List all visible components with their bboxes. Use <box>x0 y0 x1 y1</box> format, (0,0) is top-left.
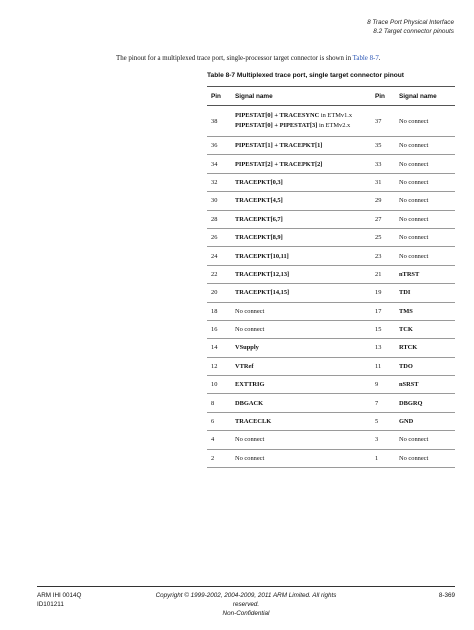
confidentiality: Non-Confidential <box>222 610 270 617</box>
signal-name: No connect <box>395 173 455 191</box>
signal-name: No connect <box>395 192 455 210</box>
pin-number: 22 <box>207 265 231 283</box>
signal-name: No connect <box>395 247 455 265</box>
pin-number: 26 <box>207 228 231 246</box>
pin-number: 19 <box>371 284 395 302</box>
pin-number: 14 <box>207 339 231 357</box>
table-row <box>207 302 455 320</box>
pin-number: 21 <box>371 265 395 283</box>
table-row <box>207 228 455 246</box>
pin-number: 23 <box>371 247 395 265</box>
signal-bold: PIPESTAT[0] + PIPESTAT[3] <box>235 122 318 129</box>
table-row <box>207 320 455 338</box>
pin-number: 25 <box>371 228 395 246</box>
copyright-text: Copyright © 1999-2002, 2004-2009, 2011 ARM Limited. All rights reserved. <box>155 592 337 608</box>
signal-name: TRACEPKT[4,5] <box>231 192 371 210</box>
pin-number: 8 <box>207 394 231 412</box>
table-reference-link[interactable]: Table 8-7 <box>352 55 379 62</box>
pin-number: 7 <box>371 394 395 412</box>
page-number: 8-369 <box>438 592 455 599</box>
signal-bold: PIPESTAT[0] + TRACESYNC <box>235 112 320 119</box>
doc-number: ARM IHI 0014Q <box>37 592 82 599</box>
signal-name: TCK <box>395 320 455 338</box>
signal-name: No connect <box>231 320 371 338</box>
table-row <box>207 394 455 412</box>
pinout-table <box>207 86 455 468</box>
signal-name: VTRef <box>231 357 371 375</box>
running-header <box>367 18 454 36</box>
pin-number: 2 <box>207 449 231 467</box>
signal-name: TRACEPKT[10,11] <box>231 247 371 265</box>
signal-line <box>235 111 371 121</box>
pin-number: 35 <box>371 137 395 155</box>
signal-name: No connect <box>395 137 455 155</box>
intro-text: The pinout for a multiplexed trace port, single-processor target connector is shown in <box>116 55 353 62</box>
table-row <box>207 192 455 210</box>
signal-name: DBGRQ <box>395 394 455 412</box>
signal-name: PIPESTAT[2] + TRACEPKT[2] <box>231 155 371 173</box>
signal-name: TRACEPKT[6,7] <box>231 210 371 228</box>
pin-number: 30 <box>207 192 231 210</box>
pin-number: 34 <box>207 155 231 173</box>
signal-name <box>231 106 371 137</box>
table-caption: Table 8-7 Multiplexed trace port, single target connector pinout <box>207 72 404 79</box>
table-row <box>207 412 455 430</box>
pin-number: 37 <box>371 106 395 137</box>
chapter-title: 8 Trace Port Physical Interface <box>367 19 454 26</box>
pin-number: 36 <box>207 137 231 155</box>
signal-name: TRACEPKT[14,15] <box>231 284 371 302</box>
table-row <box>207 173 455 191</box>
footer-copyright <box>142 591 350 618</box>
footer-rule <box>37 586 455 587</box>
signal-name: No connect <box>395 106 455 137</box>
doc-release-id: ID101211 <box>37 601 64 608</box>
table-row <box>207 210 455 228</box>
pin-number: 20 <box>207 284 231 302</box>
pin-number: 3 <box>371 431 395 449</box>
signal-name: TRACEPKT[12,13] <box>231 265 371 283</box>
table-row <box>207 284 455 302</box>
signal-name: TMS <box>395 302 455 320</box>
pin-number: 24 <box>207 247 231 265</box>
signal-name: GND <box>395 412 455 430</box>
signal-name: DBGACK <box>231 394 371 412</box>
pin-number: 18 <box>207 302 231 320</box>
pin-number: 4 <box>207 431 231 449</box>
table-row <box>207 247 455 265</box>
signal-name: VSupply <box>231 339 371 357</box>
header-pin: Pin <box>371 87 395 106</box>
table-row <box>207 137 455 155</box>
table-row <box>207 376 455 394</box>
pin-number: 10 <box>207 376 231 394</box>
signal-note: in ETMv2.x <box>317 122 351 129</box>
pin-number: 13 <box>371 339 395 357</box>
signal-name: RTCK <box>395 339 455 357</box>
signal-name: No connect <box>231 449 371 467</box>
signal-name: TRACEPKT[0,3] <box>231 173 371 191</box>
signal-name: nTRST <box>395 265 455 283</box>
pin-number: 9 <box>371 376 395 394</box>
signal-name: No connect <box>231 431 371 449</box>
pin-number: 31 <box>371 173 395 191</box>
footer-doc-id <box>37 591 81 609</box>
pin-number: 17 <box>371 302 395 320</box>
signal-name: No connect <box>395 449 455 467</box>
header-pin: Pin <box>207 87 231 106</box>
intro-end: . <box>378 55 381 62</box>
header-signal-name: Signal name <box>395 87 455 106</box>
signal-name: TDI <box>395 284 455 302</box>
signal-name: TRACEPKT[8,9] <box>231 228 371 246</box>
pin-number: 11 <box>371 357 395 375</box>
signal-name: TRACECLK <box>231 412 371 430</box>
table-row <box>207 155 455 173</box>
table-row <box>207 431 455 449</box>
pin-number: 15 <box>371 320 395 338</box>
signal-name: No connect <box>231 302 371 320</box>
table-row <box>207 449 455 467</box>
signal-name: PIPESTAT[1] + TRACEPKT[1] <box>231 137 371 155</box>
pin-number: 33 <box>371 155 395 173</box>
signal-name: No connect <box>395 228 455 246</box>
signal-name: nSRST <box>395 376 455 394</box>
table-header-row <box>207 87 455 106</box>
pin-number: 16 <box>207 320 231 338</box>
signal-name: EXTTRIG <box>231 376 371 394</box>
section-title: 8.2 Target connector pinouts <box>373 28 454 35</box>
pin-number: 6 <box>207 412 231 430</box>
table-row <box>207 265 455 283</box>
table-row <box>207 339 455 357</box>
signal-name: No connect <box>395 431 455 449</box>
pin-number: 5 <box>371 412 395 430</box>
pin-number: 38 <box>207 106 231 137</box>
pin-number: 32 <box>207 173 231 191</box>
pin-number: 27 <box>371 210 395 228</box>
intro-paragraph <box>116 55 456 62</box>
signal-name: No connect <box>395 155 455 173</box>
pin-number: 28 <box>207 210 231 228</box>
signal-note: in ETMv1.x <box>319 112 353 119</box>
header-signal-name: Signal name <box>231 87 371 106</box>
table-row <box>207 106 455 137</box>
signal-line <box>235 121 371 131</box>
pin-number: 29 <box>371 192 395 210</box>
signal-name: TDO <box>395 357 455 375</box>
pin-number: 1 <box>371 449 395 467</box>
pin-number: 12 <box>207 357 231 375</box>
signal-name: No connect <box>395 210 455 228</box>
table-row <box>207 357 455 375</box>
